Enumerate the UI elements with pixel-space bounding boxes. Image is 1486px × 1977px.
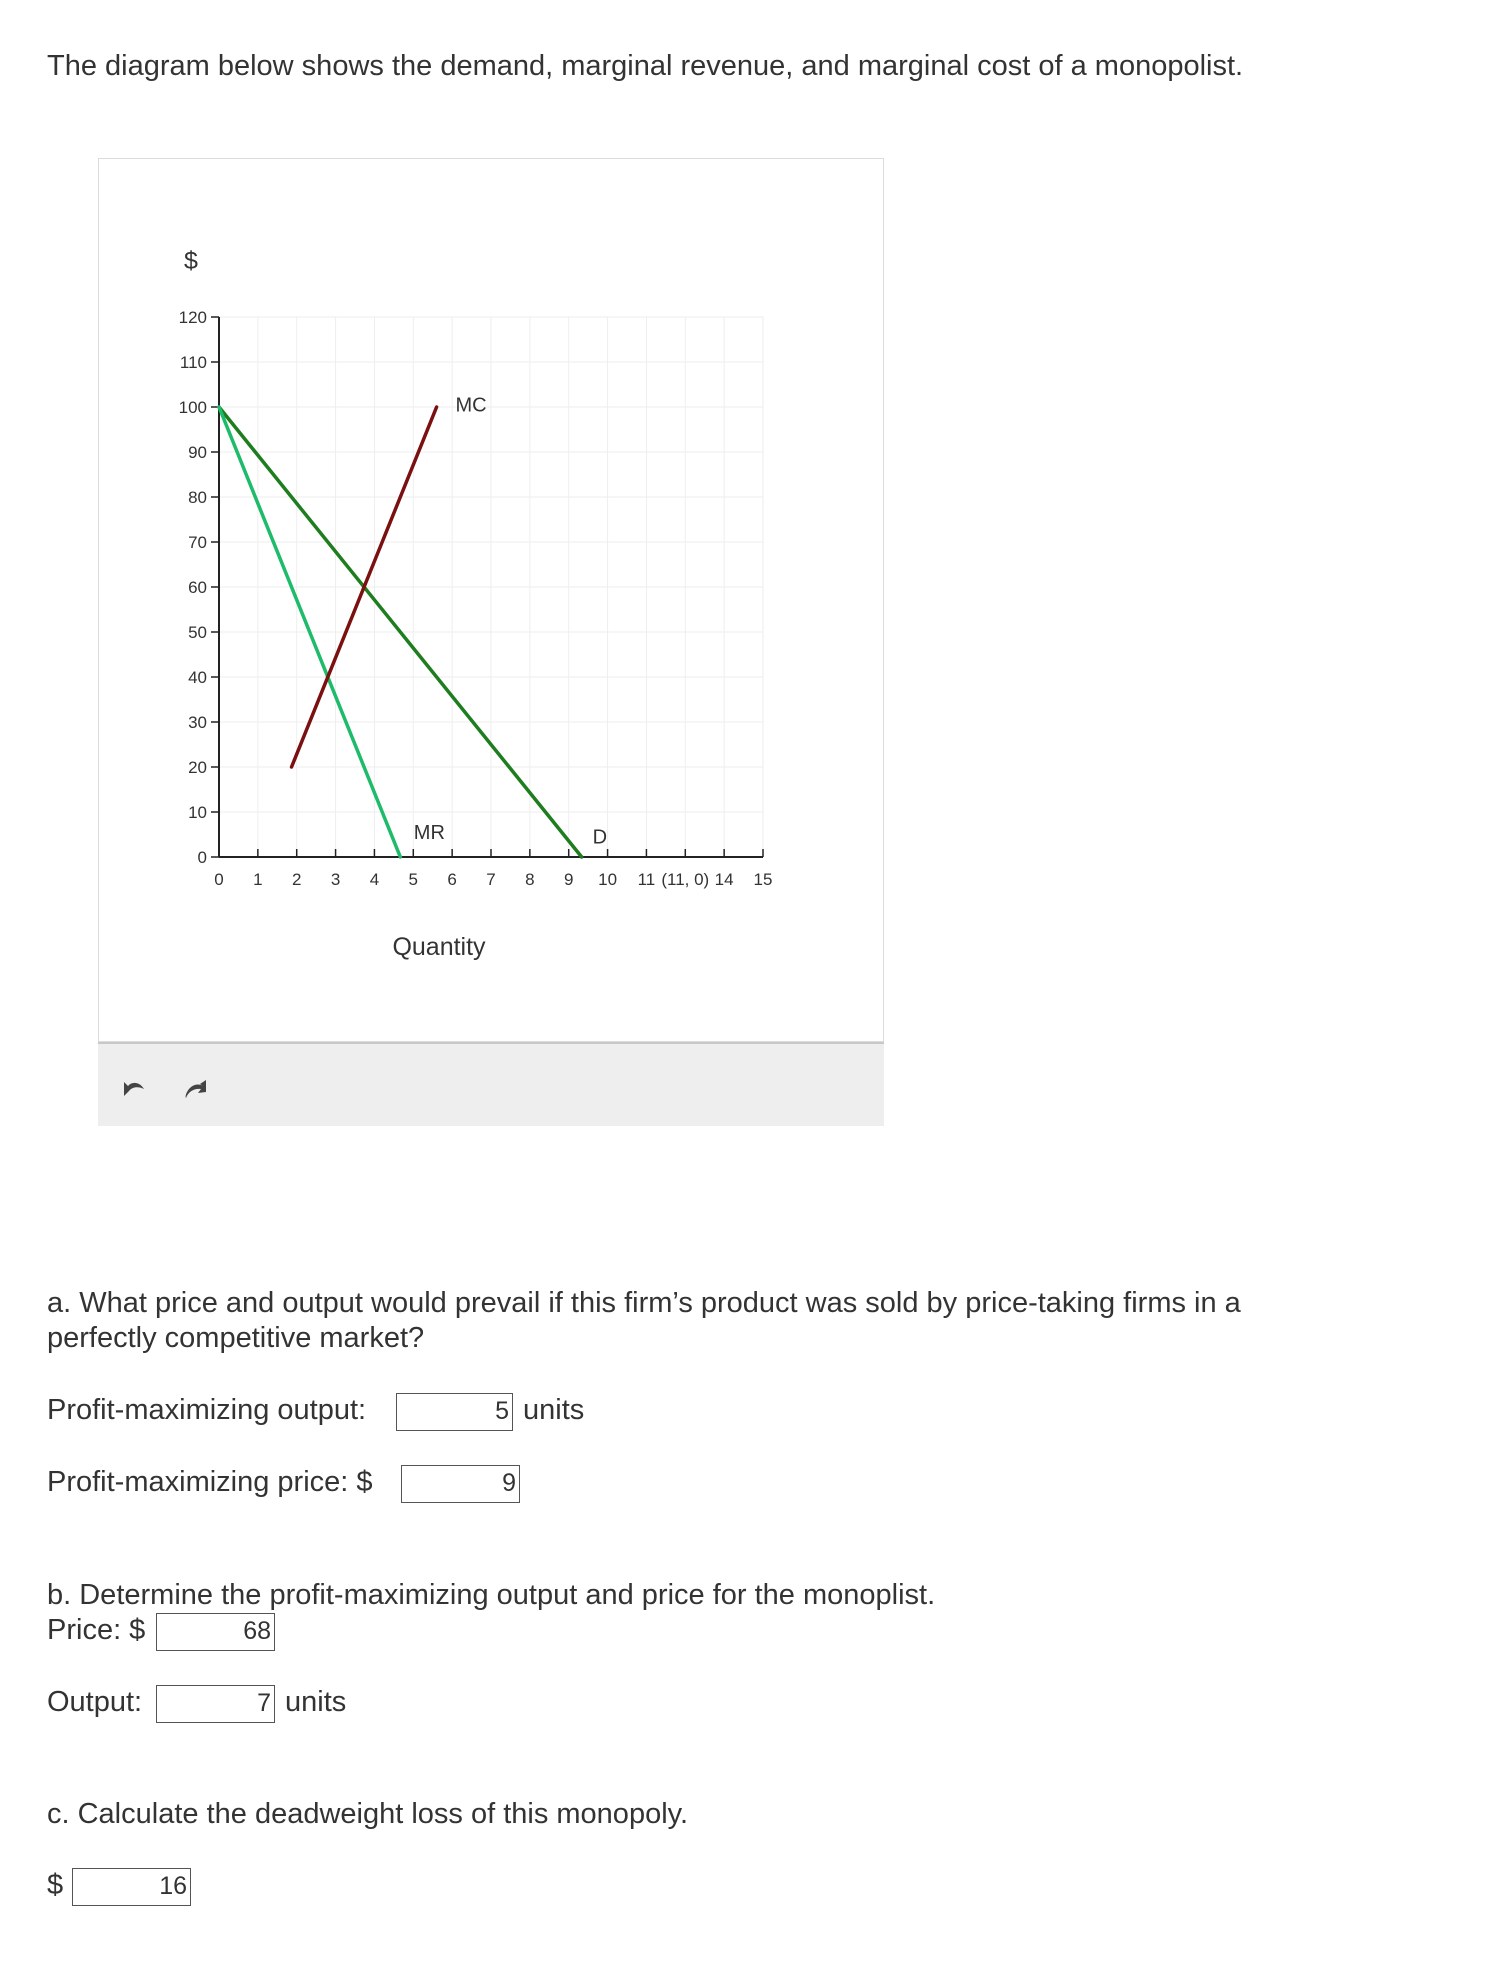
x-tick-label: 5 [408, 870, 419, 889]
y-axis-title: $ [184, 247, 198, 275]
x-tick-label: 8 [525, 870, 535, 889]
x-tick-label: 4 [369, 870, 380, 889]
part-b-price-label: Price: $ [47, 1614, 146, 1646]
part-a-price-input[interactable]: 9 [401, 1465, 520, 1503]
y-tick-label: 60 [188, 578, 207, 597]
graph-panel[interactable] [98, 158, 884, 1042]
y-tick-label: 30 [188, 713, 207, 732]
x-tick-label: 14 [714, 870, 734, 889]
y-tick-label: 20 [188, 758, 207, 777]
x-tick-label: 0 [214, 870, 224, 889]
redo-button[interactable] [176, 1070, 212, 1106]
part-a-price-label: Profit-maximizing price: $ [47, 1466, 373, 1498]
y-tick-label: 110 [179, 353, 207, 372]
x-tick-label: 6 [447, 870, 457, 889]
graph-toolbar [98, 1042, 884, 1126]
part-b-output-label: Output: [47, 1686, 143, 1718]
part-a-output-unit: units [523, 1394, 585, 1426]
x-axis-title: Quantity [392, 933, 486, 961]
part-b-price-input[interactable]: 68 [156, 1613, 275, 1651]
x-tick-label: 2 [291, 870, 302, 889]
part-c-dwl-input[interactable]: 16 [72, 1868, 191, 1906]
y-tick-label: 50 [188, 623, 207, 642]
part-c-currency: $ [47, 1869, 64, 1901]
part-b-output-unit: units [285, 1686, 347, 1718]
x-tick-label: 10 [598, 870, 618, 889]
y-tick-label: 70 [188, 533, 207, 552]
x-tick-label: 9 [563, 870, 574, 889]
x-tick-label: 3 [330, 870, 341, 889]
x-tick-label: (11, 0) [661, 870, 710, 889]
y-tick-label: 40 [188, 668, 207, 687]
question-intro: The diagram below shows the demand, marginal revenue, and marginal cost of a monopolist. [47, 50, 1244, 82]
curve-label-d: D [592, 826, 608, 849]
y-tick-label: 10 [188, 803, 207, 822]
chart[interactable] [99, 159, 885, 1043]
part-a-output-label: Profit-maximizing output: [47, 1394, 367, 1426]
y-tick-label: 0 [197, 848, 207, 867]
x-tick-label: 1 [253, 870, 263, 889]
x-tick-label: 15 [753, 870, 773, 889]
x-tick-label: 11 [637, 870, 656, 889]
y-tick-label: 80 [188, 488, 207, 507]
y-tick-label: 100 [178, 398, 207, 417]
undo-button[interactable] [116, 1070, 152, 1106]
redo-icon [176, 1070, 212, 1106]
part-a-prompt-line2: perfectly competitive market? [47, 1322, 425, 1354]
part-b-prompt: b. Determine the profit-maximizing output and price for the monoplist. [47, 1579, 936, 1611]
x-tick-label: 7 [486, 870, 496, 889]
part-a-prompt-line1: a. What price and output would prevail if this firm’s product was sold by price-taking firms in a [47, 1287, 1241, 1319]
y-tick-label: 90 [188, 443, 207, 462]
undo-icon [116, 1070, 152, 1106]
part-b-output-input[interactable]: 7 [156, 1685, 275, 1723]
curve-label-mr: MR [413, 822, 445, 844]
part-c-prompt: c. Calculate the deadweight loss of this monopoly. [47, 1798, 689, 1830]
y-tick-label: 120 [178, 308, 207, 327]
curve-label-mc: MC [455, 394, 487, 417]
grid [219, 317, 763, 857]
part-a-output-input[interactable]: 5 [396, 1393, 513, 1431]
